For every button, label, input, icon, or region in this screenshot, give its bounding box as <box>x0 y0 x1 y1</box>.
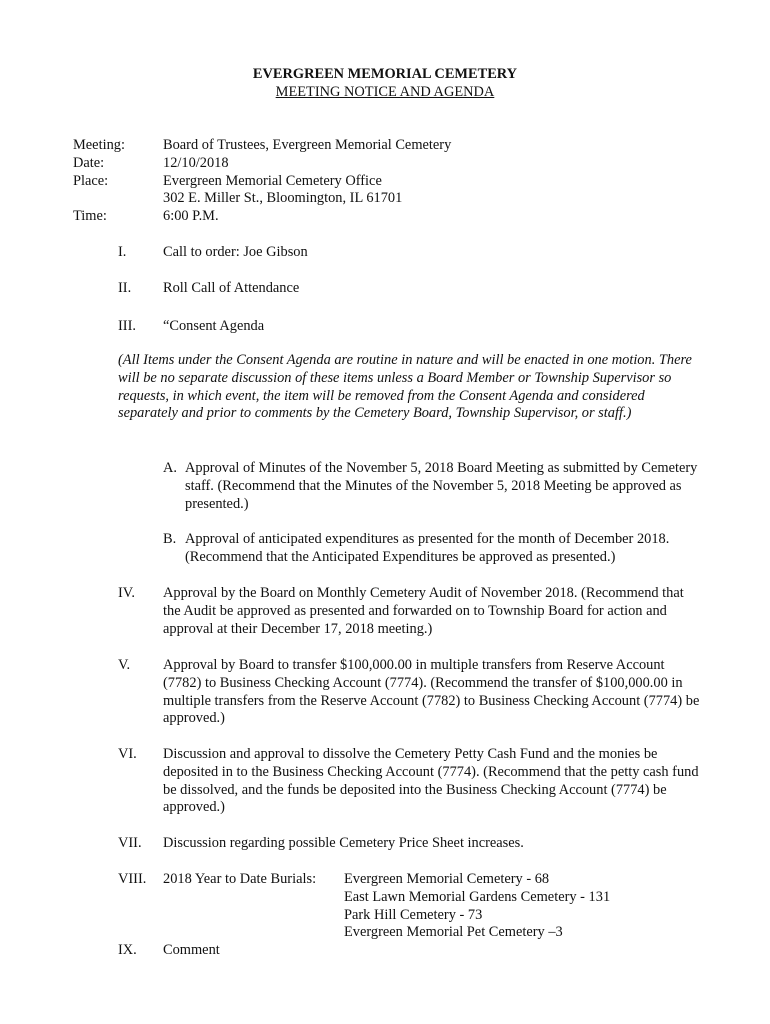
agenda-number-i: I. <box>118 244 127 260</box>
agenda-item-iv: Approval by the Board on Monthly Cemetery Audit of November 2018. (Recommend that the Audit be approved as presented and forwarded on to Township Board for action and approval at their December 17, 2018 meeting.) <box>163 585 684 637</box>
agenda-item-vii: Discussion regarding possible Cemetery Price Sheet increases. <box>163 835 524 851</box>
agenda-number-viii: VIII. <box>118 871 147 887</box>
agenda-item-ix: Comment <box>163 942 220 958</box>
agenda-number-vii: VII. <box>118 835 142 851</box>
place-value-line-2: 302 E. Miller St., Bloomington, IL 61701 <box>163 190 403 207</box>
burials-list <box>344 871 610 942</box>
agenda-number-v: V. <box>118 657 131 673</box>
consent-letter-b: B. <box>163 531 177 547</box>
document-title: EVERGREEN MEMORIAL CEMETERY <box>252 66 518 82</box>
burial-entry: Park Hill Cemetery - 73 <box>344 906 483 923</box>
agenda-number-iii: III. <box>118 318 136 334</box>
agenda-item-i: Call to order: Joe Gibson <box>163 244 308 260</box>
burials-label: 2018 Year to Date Burials: <box>163 871 317 887</box>
time-value: 6:00 P.M. <box>163 208 219 225</box>
agenda-number-ii: II. <box>118 280 132 296</box>
consent-text-a: Approval of Minutes of the November 5, 2018 Board Meeting as submitted by Cemetery staff. (Recommend that the Minutes of the November 5, 2018 Meeting be approved as presented.) <box>185 460 698 512</box>
burial-entry: Evergreen Memorial Cemetery - 68 <box>344 871 550 887</box>
meeting-value: Board of Trustees, Evergreen Memorial Cemetery <box>163 137 452 153</box>
agenda-number-ix: IX. <box>118 942 137 958</box>
date-label: Date: <box>73 154 105 171</box>
consent-letter-a: A. <box>163 460 177 476</box>
consent-agenda-note: (All Items under the Consent Agenda are routine in nature and will be enacted in one motion. There will be no separate discussion of these items unless a Board Member or Township Supervisor so requests, in which event, the item will be removed from the Consent Agenda and considered separately and prior to comments by the Cemetery Board, Township Supervisor, or staff.) <box>118 352 692 422</box>
document-subtitle: MEETING NOTICE AND AGENDA <box>275 84 495 100</box>
burial-entry: Evergreen Memorial Pet Cemetery –3 <box>344 924 563 941</box>
agenda-number-vi: VI. <box>118 746 137 762</box>
consent-item-b <box>163 531 708 567</box>
agenda-item-v: Approval by Board to transfer $100,000.00 in multiple transfers from Reserve Account (7782) to Business Checking Account (7774). (Recommend the transfer of $100,000.00 in multiple transfers from the Reserve Account (7782) to Business Checking Account (7774) be approved.) <box>163 657 700 727</box>
burial-entry: East Lawn Memorial Gardens Cemetery - 131 <box>344 888 611 905</box>
agenda-item-ii: Roll Call of Attendance <box>163 280 300 296</box>
date-value: 12/10/2018 <box>163 154 229 171</box>
agenda-item-iii: “Consent Agenda <box>163 318 265 334</box>
meeting-label: Meeting: <box>73 137 125 153</box>
agenda-item-vi: Discussion and approval to dissolve the Cemetery Petty Cash Fund and the monies be deposited in to the Business Checking Account (7774). (Recommend that the petty cash fund be dissolved, and the funds be deposited into the Business Checking Account (7774) be approved.) <box>163 746 699 816</box>
consent-item-a <box>163 460 708 513</box>
place-label: Place: <box>73 172 109 189</box>
place-value-line-1: Evergreen Memorial Cemetery Office <box>163 172 382 189</box>
consent-text-b: Approval of anticipated expenditures as presented for the month of December 2018. (Recommend that the Anticipated Expenditures be approved as presented.) <box>185 531 670 565</box>
agenda-number-iv: IV. <box>118 585 135 601</box>
time-label: Time: <box>73 208 107 225</box>
